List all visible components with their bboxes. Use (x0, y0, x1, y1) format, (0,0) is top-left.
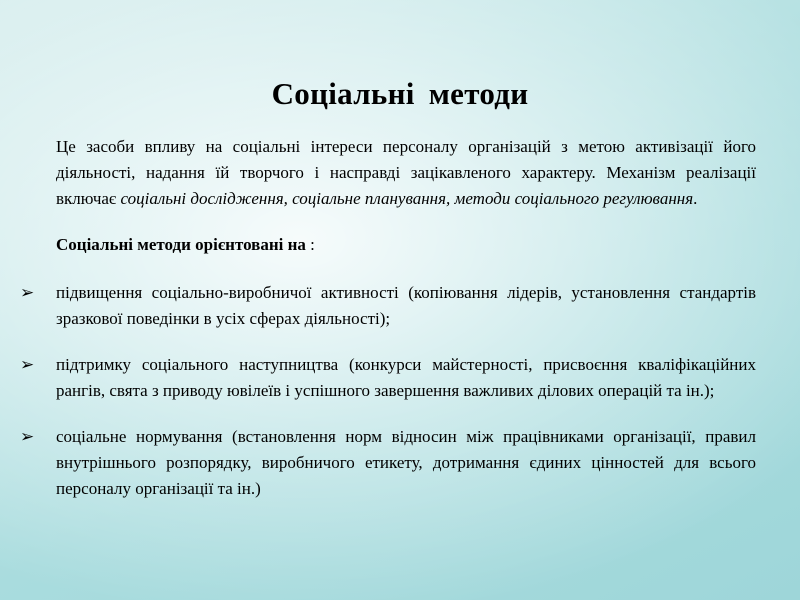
intro-end: . (693, 189, 698, 208)
bullet-text: соціальне нормування (встановлення норм відносин між працівниками організації, правил внутрішнього розпорядку, виробничого етикету, дотримання єдиних цінностей для всього персоналу організації та ін.) (56, 427, 756, 498)
intro-text: Це засоби впливу на соціальні інтереси персоналу організацій з метою активізації його діяльності, надання їй творчого і насправді зацікавленого характеру. Механізм реалізації включає (56, 137, 756, 208)
intro-paragraph (56, 134, 756, 212)
intro-emphasis: соціальні дослідження, соціальне планування, методи соціального регулювання (120, 189, 694, 208)
slide-title: Соціальні методи (271, 76, 529, 111)
bullet-text: підвищення соціально-виробничої активності (копіювання лідерів, установлення стандартів зразкової поведінки в усіх сферах діяльності); (56, 283, 756, 328)
arrow-bullet-icon: ➢ (20, 283, 35, 303)
methods-subheading (56, 232, 756, 258)
subheading-rest: : (305, 235, 315, 254)
subheading-bold: Соціальні методи орієнтовані на (56, 235, 306, 254)
bullet-text: підтримку соціального наступництва (конкурси майстерності, присвоєння кваліфікаційних рангів, свята з приводу ювілеїв і успішного завершення важливих ділових операцій та ін.); (56, 355, 756, 400)
bullet-item (20, 352, 756, 404)
arrow-bullet-icon: ➢ (20, 427, 35, 447)
slide-content (0, 134, 800, 502)
bullet-item (20, 280, 756, 332)
bullet-list (0, 280, 800, 502)
bullet-item (20, 424, 756, 502)
arrow-bullet-icon: ➢ (20, 355, 35, 375)
